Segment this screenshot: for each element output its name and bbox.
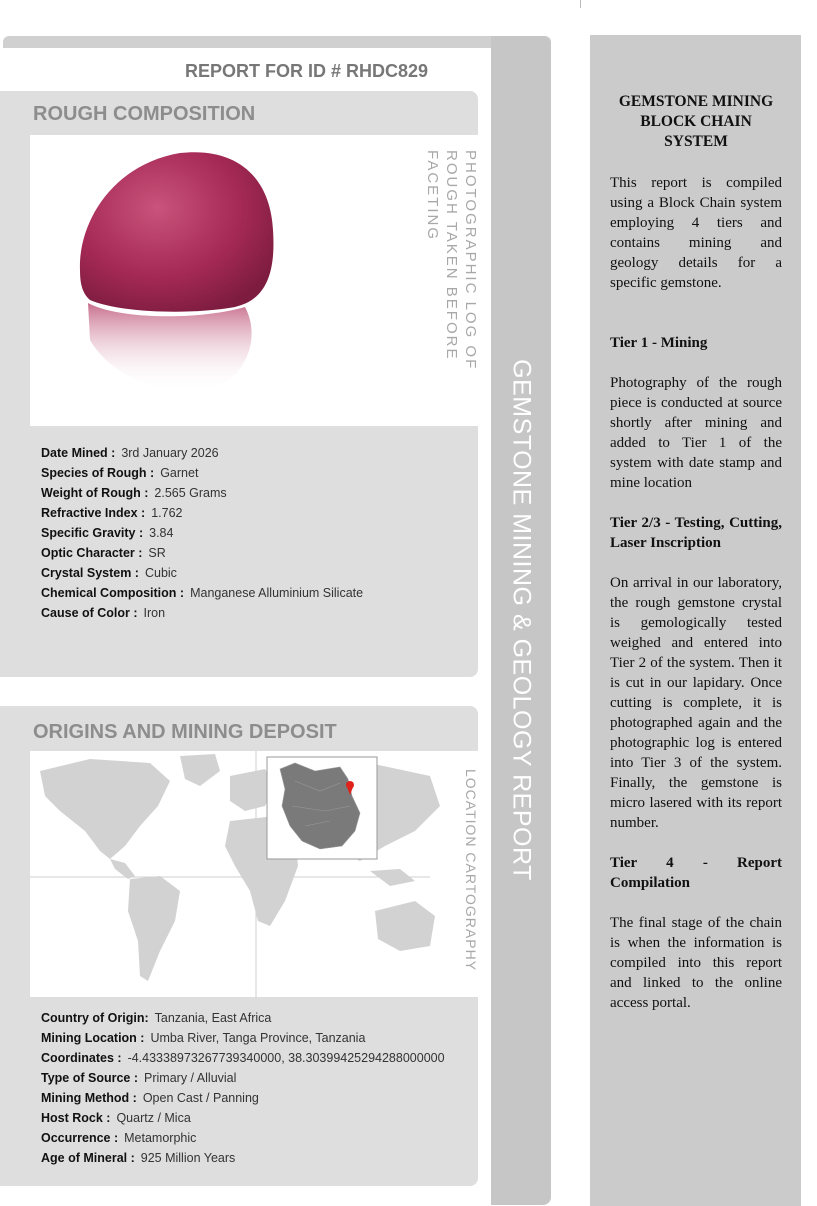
- top-tick: [580, 0, 581, 8]
- report-id: REPORT FOR ID # RHDC829: [185, 61, 429, 81]
- tier1-text: Photography of the rough piece is conducted at source shortly after mining and added to Tier 1 of the system with date stamp and mine location: [610, 375, 782, 491]
- tier23-heading: Tier 2/3 - Testing, Cutting, Laser Inscription: [610, 515, 782, 551]
- detail-row: Species of Rough : Garnet: [41, 466, 199, 480]
- rough-photo: [30, 135, 322, 426]
- detail-row: Host Rock : Quartz / Mica: [41, 1111, 191, 1125]
- world-map-image: [30, 751, 478, 997]
- detail-row: Chemical Composition : Manganese Alluminium Silicate: [41, 586, 364, 600]
- tier23-text: On arrival in our laboratory, the rough gemstone crystal is gemologically tested weighed and entered into Tier 2 of the system. Then it is cut in our lapidary. Once cutting is complete, it is photographed again and the photographic log is entered into Tier 3 of the system. Finally, the gemstone is micro lasered with its report number.: [610, 575, 782, 831]
- detail-row: Optic Character : SR: [41, 546, 166, 560]
- tier1-heading: Tier 1 - Mining: [610, 335, 708, 351]
- detail-row: Weight of Rough : 2.565 Grams: [41, 486, 227, 500]
- top-bar: [3, 36, 551, 48]
- blockchain-info-column: [590, 35, 801, 1206]
- tier4-heading: Tier 4 - Report Compilation: [610, 855, 782, 891]
- map-caption: LOCATION CARTOGRAPHY: [463, 769, 479, 972]
- detail-row: Mining Method : Open Cast / Panning: [41, 1091, 259, 1105]
- origins-title: ORIGINS AND MINING DEPOSIT: [33, 721, 337, 743]
- gemstone-rough-image: [30, 135, 322, 426]
- detail-row: Refractive Index : 1.762: [41, 506, 183, 520]
- blockchain-title: GEMSTONE MINING BLOCK CHAIN SYSTEM: [618, 93, 774, 150]
- rough-details: [41, 445, 363, 625]
- detail-row: Mining Location : Umba River, Tanga Province, Tanzania: [41, 1031, 366, 1045]
- detail-row: Date Mined : 3rd January 2026: [41, 446, 219, 460]
- rough-composition-panel: [0, 91, 478, 677]
- detail-row: Country of Origin: Tanzania, East Africa: [41, 1011, 272, 1025]
- intro-text: This report is compiled using a Block Chain system employing 4 tiers and contains mining and geology details for a specific gemstone.: [610, 175, 782, 291]
- detail-row: Occurrence : Metamorphic: [41, 1131, 197, 1145]
- origins-panel: [0, 706, 478, 1186]
- rough-photo-area: [30, 135, 478, 426]
- world-map: [30, 751, 478, 997]
- detail-row: Age of Mineral : 925 Million Years: [41, 1151, 236, 1165]
- side-band-label: GEMSTONE MINING & GEOLOGY REPORT: [507, 359, 536, 881]
- detail-row: Coordinates : -4.43338973267739340000, 38.30399425294288000000: [41, 1051, 445, 1065]
- detail-row: Type of Source : Primary / Alluvial: [41, 1071, 237, 1085]
- detail-row: Specific Gravity : 3.84: [41, 526, 174, 540]
- rough-photo-caption: PHOTOGRAPHIC LOG OF ROUGH TAKEN BEFORE FACETING: [424, 150, 479, 371]
- blockchain-info: [610, 92, 782, 1013]
- tier4-text: The final stage of the chain is when the information is compiled into this report and linked to the online access portal.: [610, 915, 782, 1011]
- detail-row: Cause of Color : Iron: [41, 606, 166, 620]
- detail-row: Crystal System : Cubic: [41, 566, 177, 580]
- origin-details: [41, 1010, 445, 1170]
- rough-composition-title: ROUGH COMPOSITION: [33, 103, 256, 125]
